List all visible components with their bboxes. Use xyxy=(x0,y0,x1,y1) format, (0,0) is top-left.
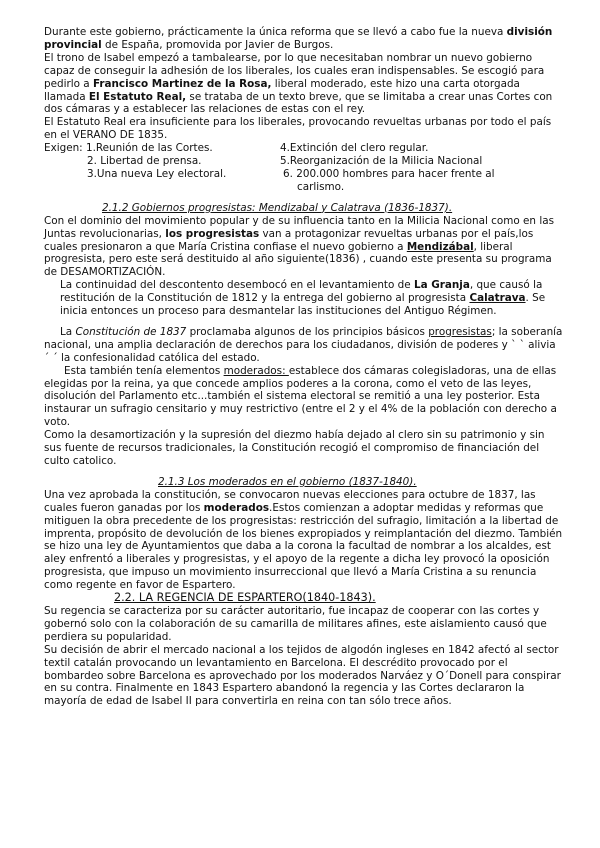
paragraph-elementos-moderados xyxy=(44,365,564,430)
text: La continuidad del descontento desembocó en el levantamiento de xyxy=(60,279,414,292)
underlined-term: moderados: xyxy=(223,364,289,377)
paragraph-progresistas xyxy=(44,215,564,280)
paragraph-constitucion-1837 xyxy=(44,326,564,365)
paragraph-barcelona: Su decisión de abrir el mercado nacional a los tejidos de algodón ingleses en 1842 afectó al sector textil catalán provocando un levantamiento en Barcelona. El descrédito provocado por el bombardeo sobre Barcelona es aprovechado por los moderados Narváez y O´Donell para conspirar en su contra. Finalmente en 1843 Espartero abandonó la regencia y las Cortes declararon la mayoría de edad de Isabel II para convertirla en reina con tan sólo trece años. xyxy=(44,643,561,708)
section-heading-2-2: 2.2. LA REGENCIA DE ESPARTERO(1840-1843). xyxy=(114,591,376,605)
demands-row xyxy=(44,155,564,168)
text: , que causó la restitución de la Constitución de 1812 y la entrega del gobierno al progresista xyxy=(60,279,543,305)
paragraph-la-granja xyxy=(44,279,564,318)
text: van a protagonizar revueltas urbanas por el país,los cuales presionaron a que María Cristina confiase el nuevo gobierno a xyxy=(44,227,534,253)
demands-row xyxy=(44,168,564,181)
text: Con el dominio del movimiento popular y de su influencia tanto en la Milicia Nacional como en las Juntas revolucionarias, xyxy=(44,214,554,240)
demand-item: 5.Reorganización de la Milicia Nacional xyxy=(280,155,483,168)
section-heading-2-1-3: 2.1.3 Los moderados en el gobierno (1837-1840). xyxy=(158,475,417,488)
text: Esta también tenía elementos xyxy=(64,364,224,377)
demand-item: 6. 200.000 hombres para hacer frente al xyxy=(283,167,495,180)
underlined-term: progresistas xyxy=(428,325,492,338)
text: , liberal progresista, pero este será destituido al año siguiente(1836) , cuando este presenta su programa de DESAMORTIZACIÓN. xyxy=(44,240,552,279)
paragraph-revueltas: El Estatuto Real era insuficiente para los liberales, provocando revueltas urbanas por todo el país en el VERANO DE 1835. xyxy=(44,116,552,142)
paragraph-moderados xyxy=(44,489,564,592)
text: Durante este gobierno, prácticamente la única reforma que se llevó a cabo fue la nueva xyxy=(44,26,507,38)
demand-item: carlismo. xyxy=(297,180,345,193)
paragraph-estatuto-real xyxy=(44,52,564,117)
bold-term: Mendizábal xyxy=(406,240,474,253)
bold-term: los progresistas xyxy=(165,227,260,240)
bold-term: La Granja xyxy=(413,279,470,292)
demand-item: 3.Una nueva Ley electoral. xyxy=(87,167,227,180)
bold-term: división provincial xyxy=(44,26,553,51)
text: proclamaba algunos de los principios básicos xyxy=(186,325,429,338)
demands-row xyxy=(44,142,564,155)
demands-row xyxy=(44,181,564,194)
document-page xyxy=(44,26,564,708)
demands-prefix: Exigen: xyxy=(44,142,86,155)
demand-item: 4.Extinción del clero regular. xyxy=(280,142,429,155)
bold-term: moderados xyxy=(203,501,270,514)
text: Una vez aprobada la constitución, se convocaron nuevas elecciones para octubre de 1837, las cuales fueron ganadas por los xyxy=(44,488,536,514)
demands-list xyxy=(44,142,564,194)
text: liberal moderado, este hizo una carta otorgada llamada xyxy=(44,77,520,103)
section-heading-2-1-2: 2.1.2 Gobiernos progresistas: Mendizabal y Calatrava (1836-1837). xyxy=(102,201,453,214)
bold-term: El Estatuto Real, xyxy=(88,90,187,103)
bold-term: Calatrava xyxy=(469,292,526,305)
demand-item: 2. Libertad de prensa. xyxy=(87,155,202,168)
paragraph-division-provincial xyxy=(44,26,564,52)
paragraph-regencia: Su regencia se caracteriza por su carácter autoritario, fue incapaz de cooperar con las cortes y gobernó solo con la colaboración de su camarilla de militares afines, este aislamiento causó que perdiera su popularidad. xyxy=(44,604,547,643)
text: de España, promovida por Javier de Burgos. xyxy=(101,38,334,51)
text: . Se inicia entonces un proceso para desmantelar las instituciones del Antiguo Régimen. xyxy=(60,292,546,318)
text: se trataba de un texto breve, que se limitaba a crear unas Cortes con dos cámaras y a establecer las relaciones de estas con el rey. xyxy=(44,90,553,116)
text: establece dos cámaras colegisladoras, una de ellas elegidas por la reina, ya que concede amplios poderes a la corona, como el veto de las leyes, disolución del Parlamento etc...también el sistema electoral se remitió a una ley posterior. Esta instaurar un sufragio censitario y muy restrictivo (entre el 2 y el 4% de la población con derecho a voto. xyxy=(44,364,557,429)
text: La xyxy=(60,325,76,338)
bold-term: Francisco Martinez de la Rosa, xyxy=(92,77,272,90)
text: ; la soberanía nacional, una amplia declaración de derechos para los ciudadanos, división de poderes y ` ` alivia ´ ´ la confesionalidad católica del estado. xyxy=(44,325,563,364)
demand-item: 1.Reunión de las Cortes. xyxy=(85,142,213,155)
paragraph-culto-catolico: Como la desamortización y la supresión del diezmo había dejado al clero sin su patrimonio y sin sus fuente de recursos tradicionales, la Constitución recogió el compromiso de financiación del culto catolico. xyxy=(44,429,545,467)
italic-term: Constitución de 1837 xyxy=(75,325,187,338)
text: El trono de Isabel empezó a tambalearse, por lo que necesitaban nombrar un nuevo gobierno capaz de conseguir la adhesión de los liberales, los cuales eran indispensables. Se escogió para pedirlo a xyxy=(44,51,545,90)
text: .Estos comienzan a adoptar medidas y reformas que mitiguen la obra precedente de los progresistas: restricción del sufragio, limitación a la libertad de imprenta, propósito de devolución de los bienes expropiados y reimplantación del diezmo. También se hizo una ley de Ayuntamientos que daba a la corona la facultad de nombrar a los alcaldes, est aley enfrentó a liberales y progresistas, y el apoyo de la regente a dicha ley provocó la oposición progresista, que impuso un movimiento insurreccional que llevó a María Cristina a su renuncia como regente en favor de Espartero. xyxy=(44,501,563,592)
